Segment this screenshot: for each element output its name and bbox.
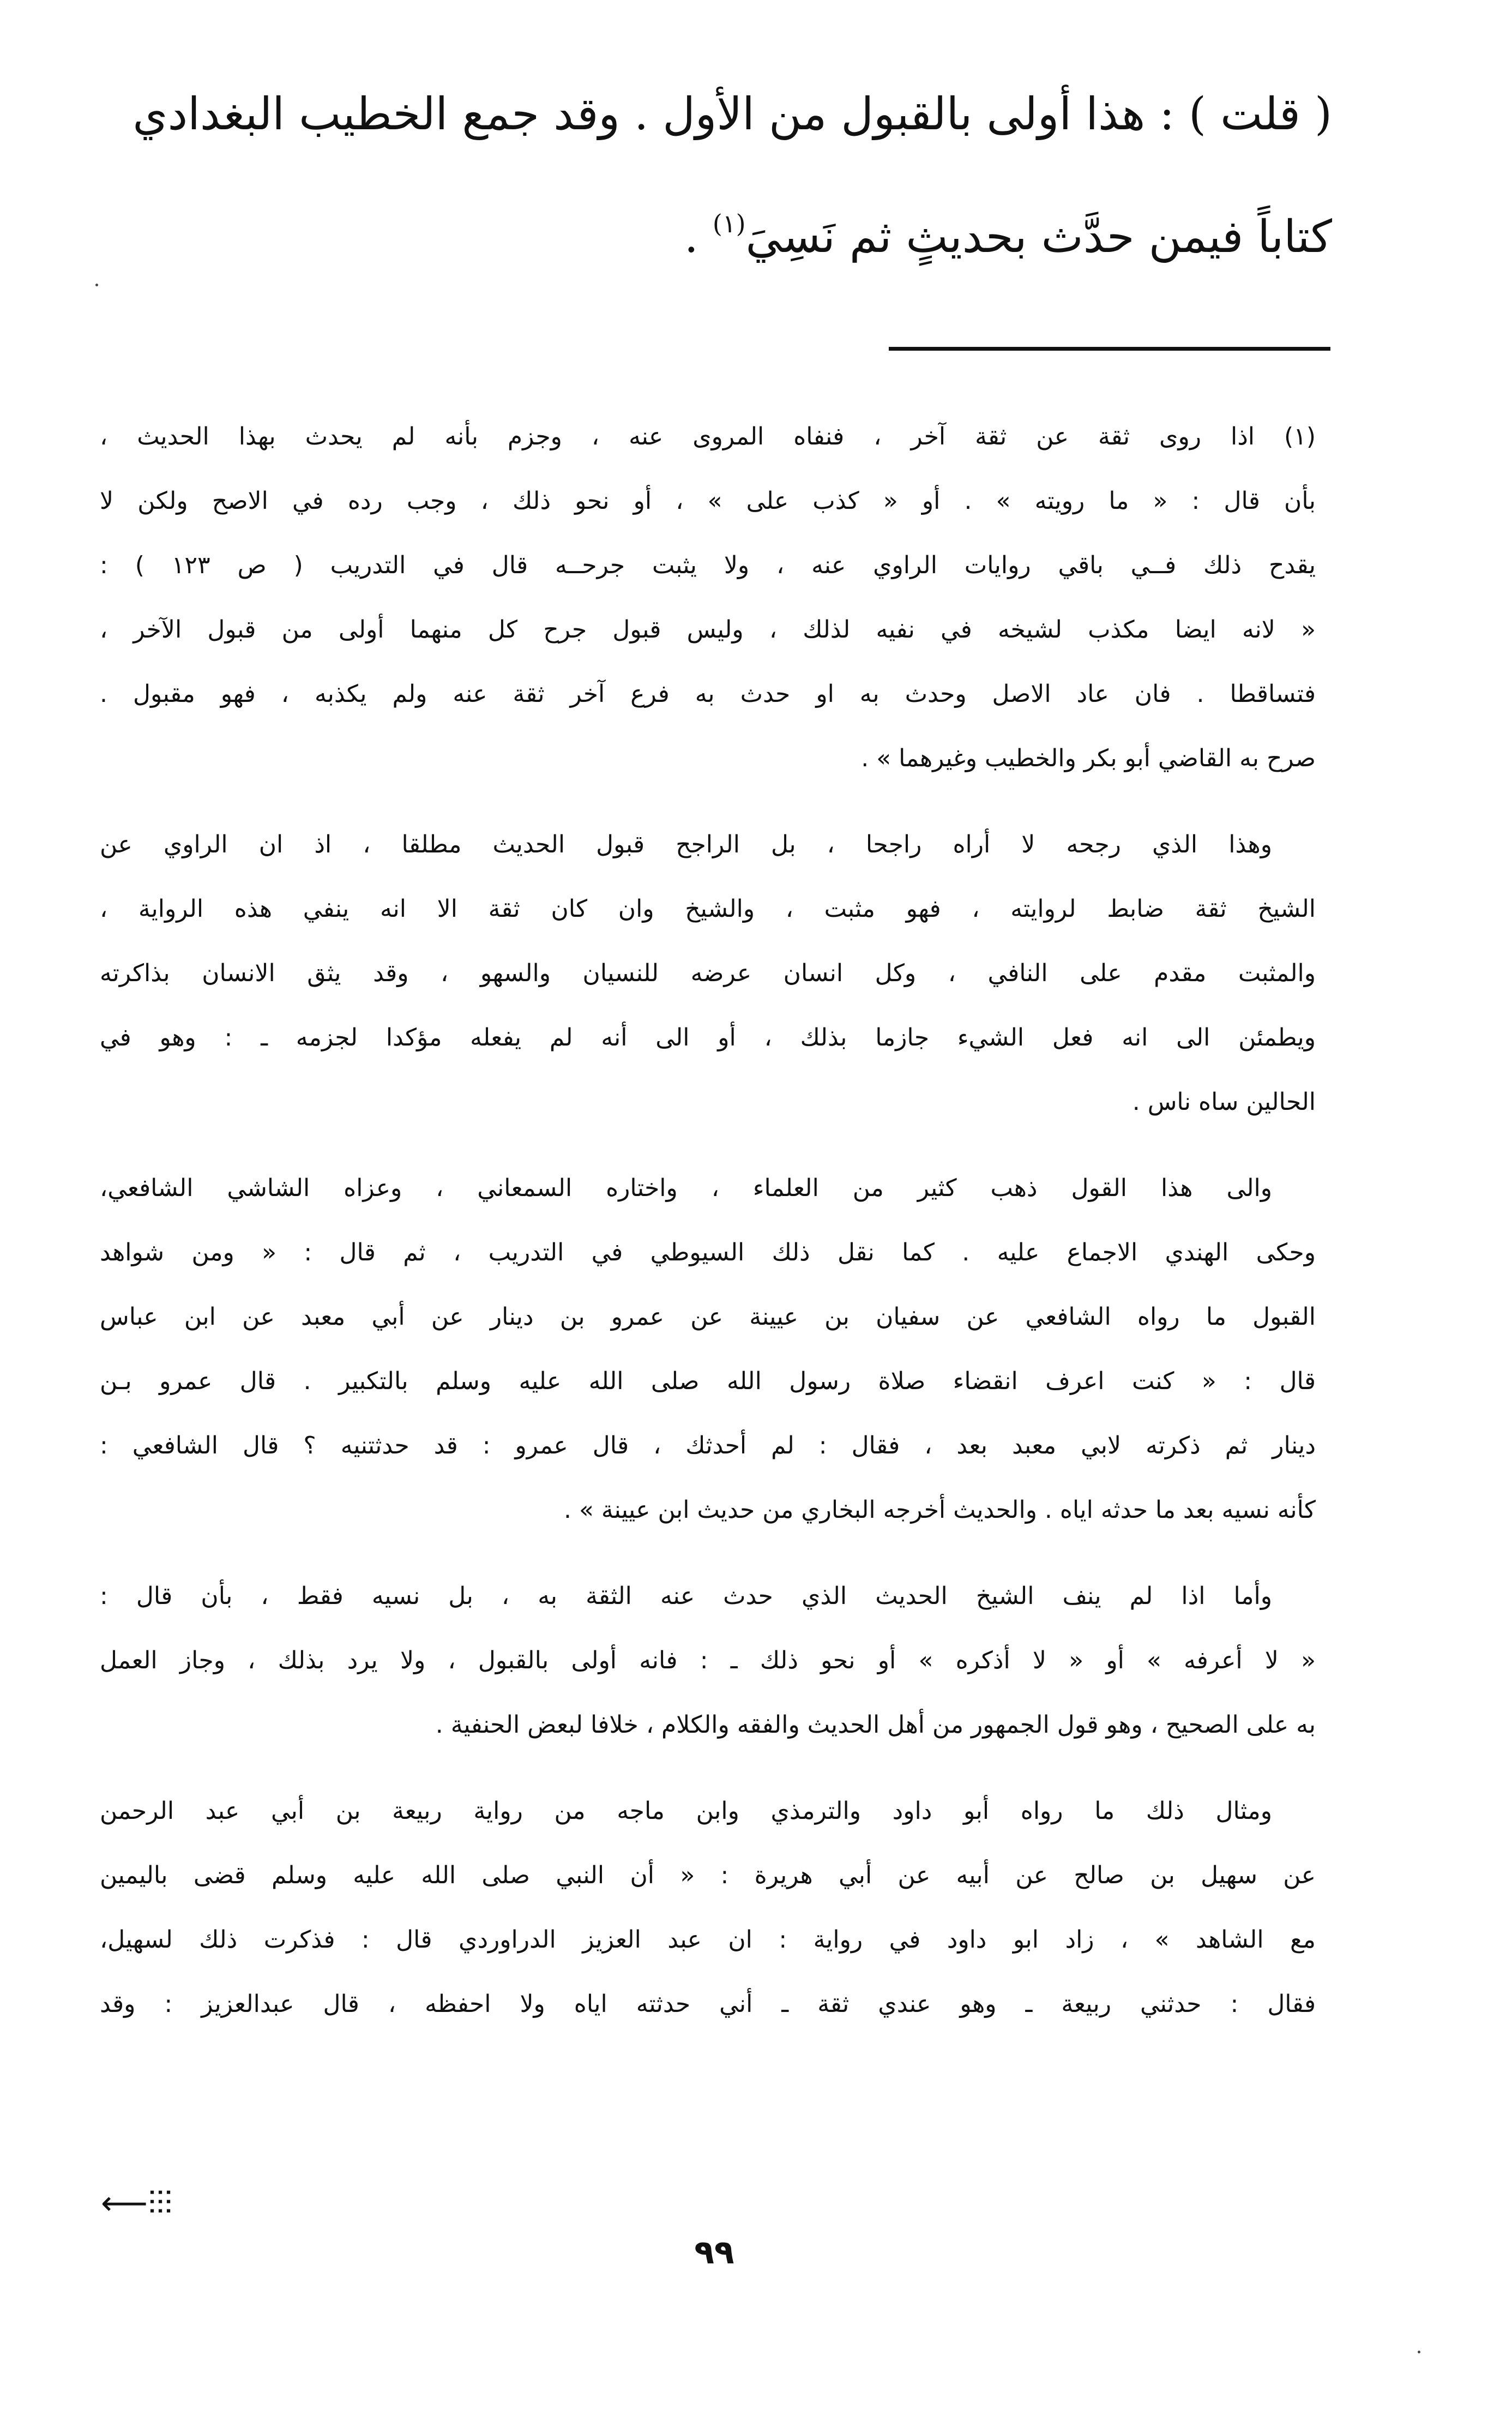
paragraph-line: ومثال ذلك ما رواه أبو داود والترمذي وابن ماجه من رواية ربيعة بن أبي عبد الرحمن	[100, 1797, 1272, 1825]
footnotes-section	[100, 405, 1316, 2058]
paragraph-line: الشيخ ثقة ضابط لروايته ، فهو مثبت ، والشيخ وان كان ثقة الا انه ينفي هذه الرواية ،	[100, 895, 1316, 923]
paragraph-line: به على الصحيح ، وهو قول الجمهور من أهل الحديث والفقه والكلام ، خلافا لبعض الحنفية .	[435, 1711, 1316, 1739]
footnote-divider	[889, 347, 1330, 351]
main-text-line-1: ( قلت ) : هذا أولى بالقبول من الأول . وقد جمع الخطيب البغدادي	[132, 88, 1332, 140]
main-text	[100, 60, 1332, 278]
footnote-line: بأن قال : « ما رويته » . أو « كذب على » ، أو نحو ذلك ، وجب رده في الاصح ولكن لا	[100, 487, 1316, 515]
page-number: ٩٩	[694, 2233, 734, 2272]
main-text-line-2-end: .	[684, 211, 713, 263]
footnote-line: صرح به القاضي أبو بكر والخطيب وغيرهما » .	[861, 744, 1316, 772]
main-text-line-2-body: كتاباً فيمن حدَّث بحديثٍ ثم نَسِيَ	[745, 211, 1332, 263]
footnote-line: فتساقطا . فان عاد الاصل وحدث به او حدث به فرع آخر ثقة عنه ولم يكذبه ، فهو مقبول .	[100, 680, 1316, 708]
paragraph-5	[100, 1779, 1316, 2036]
paragraph-line: كأنه نسيه بعد ما حدثه اياه . والحديث أخرجه البخاري من حديث ابن عيينة » .	[563, 1496, 1316, 1524]
paragraph-line: والى هذا القول ذهب كثير من العلماء ، واختاره السمعاني ، وعزاه الشاشي الشافعي،	[100, 1174, 1272, 1202]
paragraph-4	[100, 1564, 1316, 1757]
scan-speck	[95, 284, 98, 286]
catchword-arrow-icon: ⟵⫶⫶⫶	[101, 2184, 173, 2222]
paragraph-line: وأما اذا لم ينف الشيخ الحديث الذي حدث عنه الثقة به ، بل نسيه فقط ، بأن قال :	[100, 1582, 1272, 1610]
footnote-1	[100, 405, 1316, 791]
paragraph-line: مع الشاهد » ، زاد ابو داود في رواية : ان عبد العزيز الدراوردي قال : فذكرت ذلك لسهيل،	[100, 1926, 1316, 1954]
paragraph-line: وحكى الهندي الاجماع عليه . كما نقل ذلك السيوطي في التدريب ، ثم قال : « ومن شواهد	[100, 1239, 1316, 1266]
paragraph-line: قال : « كنت اعرف انقضاء صلاة رسول الله صلى الله عليه وسلم بالتكبير . قال عمرو بـن	[100, 1367, 1316, 1395]
footnote-line: يقدح ذلك فــي باقي روايات الراوي عنه ، ولا يثبت جرحــه قال في التدريب ( ص ١٢٣ ) :	[100, 551, 1316, 579]
paragraph-line: والمثبت مقدم على النافي ، وكل انسان عرضه للنسيان والسهو ، وقد يثق الانسان بذاكرته	[100, 959, 1316, 987]
paragraph-2	[100, 813, 1316, 1134]
footnote-reference: (١)	[712, 209, 746, 238]
paragraph-line: القبول ما رواه الشافعي عن سفيان بن عيينة عن عمرو بن دينار عن أبي معبد عن ابن عباس	[100, 1303, 1316, 1331]
paragraph-line: « لا أعرفه » أو « لا أذكره » أو نحو ذلك ـ : فانه أولى بالقبول ، ولا يرد بذلك ، وجاز العمل	[100, 1647, 1316, 1674]
paragraph-line: ويطمئن الى انه فعل الشيء جازما بذلك ، أو الى أنه لم يفعله مؤكدا لجزمه ـ : وهو في	[100, 1024, 1316, 1052]
paragraph-line: دينار ثم ذكرته لابي معبد بعد ، فقال : لم أحدثك ، قال عمرو : قد حدثتنيه ؟ قال الشافعي :	[100, 1432, 1316, 1459]
footnote-line: « لانه ايضا مكذب لشيخه في نفيه لذلك ، وليس قبول جرح كل منهما أولى من قبول الآخر ،	[100, 616, 1316, 644]
paragraph-line: وهذا الذي رجحه لا أراه راجحا ، بل الراجح قبول الحديث مطلقا ، اذ ان الراوي عن	[100, 831, 1272, 858]
scan-speck	[1418, 2351, 1420, 2353]
paragraph-line: عن سهيل بن صالح عن أبيه عن أبي هريرة : « أن النبي صلى الله عليه وسلم قضى باليمين	[100, 1861, 1316, 1889]
paragraph-3	[100, 1156, 1316, 1542]
footnote-line: (١) اذا روى ثقة عن ثقة آخر ، فنفاه المروى عنه ، وجزم بأنه لم يحدث بهذا الحديث ،	[100, 423, 1316, 450]
paragraph-line: فقال : حدثني ربيعة ـ وهو عندي ثقة ـ أني حدثته اياه ولا احفظه ، قال عبدالعزيز : وقد	[100, 1990, 1316, 2018]
main-text-line-2	[100, 169, 1332, 278]
paragraph-line: الحالين ساه ناس .	[1132, 1088, 1316, 1116]
